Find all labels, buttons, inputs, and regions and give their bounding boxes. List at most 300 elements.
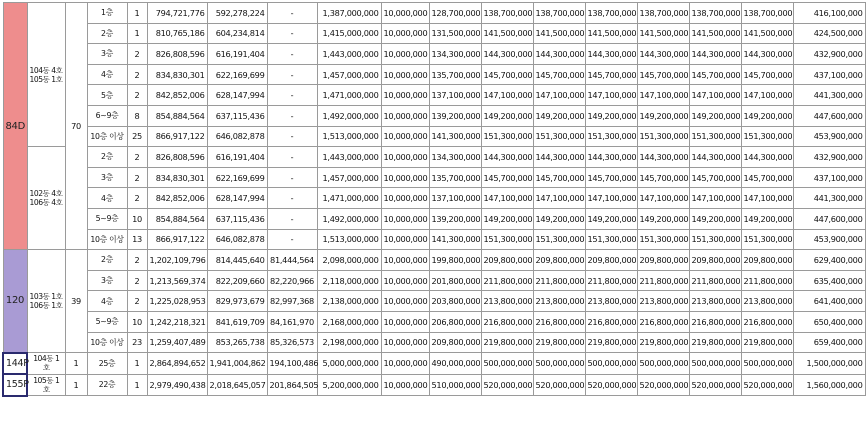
interim-2-cell: 147,100,000 bbox=[533, 188, 585, 209]
interim-3-cell: 145,700,000 bbox=[585, 167, 637, 188]
unit-type-cell: 84D bbox=[3, 3, 27, 250]
interim-3-cell: 149,200,000 bbox=[585, 105, 637, 126]
count-cell: 1 bbox=[127, 3, 147, 24]
count-cell: 2 bbox=[127, 270, 147, 291]
contract-2-cell: 141,300,000 bbox=[429, 126, 481, 147]
building-price-cell: 622,169,699 bbox=[207, 64, 267, 85]
contract-1-cell: 10,000,000 bbox=[381, 85, 429, 106]
floor-cell: 2층 bbox=[87, 147, 127, 168]
contract-1-cell: 10,000,000 bbox=[381, 270, 429, 291]
interim-3-cell: 216,800,000 bbox=[585, 311, 637, 332]
table-row bbox=[3, 3, 865, 24]
interim-4-cell: 144,300,000 bbox=[637, 147, 689, 168]
floor-cell: 25층 bbox=[87, 353, 127, 375]
units-total-cell: 39 bbox=[65, 250, 87, 353]
interim-2-cell: 520,000,000 bbox=[533, 374, 585, 396]
interim-1-cell: 219,800,000 bbox=[481, 332, 533, 353]
contract-2-cell: 203,800,000 bbox=[429, 291, 481, 312]
interim-6-cell: 141,500,000 bbox=[741, 23, 793, 44]
contract-1-cell: 10,000,000 bbox=[381, 353, 429, 375]
interim-3-cell: 520,000,000 bbox=[585, 374, 637, 396]
interim-6-cell: 151,300,000 bbox=[741, 229, 793, 250]
interim-2-cell: 151,300,000 bbox=[533, 229, 585, 250]
interim-6-cell: 147,100,000 bbox=[741, 85, 793, 106]
floor-cell: 3층 bbox=[87, 167, 127, 188]
contract-1-cell: 10,000,000 bbox=[381, 291, 429, 312]
interim-6-cell: 151,300,000 bbox=[741, 126, 793, 147]
floor-cell: 2층 bbox=[87, 250, 127, 271]
balance-cell: 1,560,000,000 bbox=[793, 374, 865, 396]
count-cell: 10 bbox=[127, 208, 147, 229]
count-cell: 1 bbox=[127, 374, 147, 396]
building-price-cell: 637,115,436 bbox=[207, 208, 267, 229]
interim-6-cell: 213,800,000 bbox=[741, 291, 793, 312]
interim-3-cell: 141,500,000 bbox=[585, 23, 637, 44]
building-price-cell: 616,191,404 bbox=[207, 44, 267, 65]
building-price-cell: 2,018,645,057 bbox=[207, 374, 267, 396]
land-price-cell: 842,852,006 bbox=[147, 188, 207, 209]
floor-cell: 1층 bbox=[87, 3, 127, 24]
interim-5-cell: 151,300,000 bbox=[689, 229, 741, 250]
interim-5-cell: 147,100,000 bbox=[689, 85, 741, 106]
floor-cell: 3층 bbox=[87, 270, 127, 291]
floor-cell: 10층 이상 bbox=[87, 229, 127, 250]
building-price-cell: 616,191,404 bbox=[207, 147, 267, 168]
land-price-cell: 826,808,596 bbox=[147, 44, 207, 65]
interim-5-cell: 144,300,000 bbox=[689, 147, 741, 168]
interim-1-cell: 209,800,000 bbox=[481, 250, 533, 271]
interim-6-cell: 149,200,000 bbox=[741, 105, 793, 126]
balance-cell: 424,500,000 bbox=[793, 23, 865, 44]
interim-5-cell: 145,700,000 bbox=[689, 64, 741, 85]
count-cell: 2 bbox=[127, 44, 147, 65]
total-price-cell: 1,513,000,000 bbox=[317, 126, 381, 147]
price-table bbox=[2, 2, 866, 397]
vat-cell: - bbox=[267, 147, 317, 168]
interim-2-cell: 149,200,000 bbox=[533, 105, 585, 126]
floor-cell: 5~9층 bbox=[87, 311, 127, 332]
interim-4-cell: 151,300,000 bbox=[637, 229, 689, 250]
interim-4-cell: 213,800,000 bbox=[637, 291, 689, 312]
interim-1-cell: 147,100,000 bbox=[481, 85, 533, 106]
vat-cell: - bbox=[267, 188, 317, 209]
count-cell: 2 bbox=[127, 291, 147, 312]
dong-line: 106동 4호 bbox=[29, 198, 63, 208]
land-price-cell: 1,259,407,489 bbox=[147, 332, 207, 353]
contract-1-cell: 10,000,000 bbox=[381, 311, 429, 332]
building-price-cell: 822,209,660 bbox=[207, 270, 267, 291]
floor-cell: 10층 이상 bbox=[87, 332, 127, 353]
contract-1-cell: 10,000,000 bbox=[381, 126, 429, 147]
price-table-body bbox=[3, 3, 865, 396]
total-price-cell: 1,443,000,000 bbox=[317, 147, 381, 168]
total-price-cell: 1,387,000,000 bbox=[317, 3, 381, 24]
interim-1-cell: 141,500,000 bbox=[481, 23, 533, 44]
interim-1-cell: 144,300,000 bbox=[481, 147, 533, 168]
land-price-cell: 854,884,564 bbox=[147, 208, 207, 229]
vat-cell: - bbox=[267, 23, 317, 44]
interim-3-cell: 149,200,000 bbox=[585, 208, 637, 229]
floor-cell: 4층 bbox=[87, 64, 127, 85]
count-cell: 1 bbox=[127, 23, 147, 44]
land-price-cell: 1,225,028,953 bbox=[147, 291, 207, 312]
interim-3-cell: 500,000,000 bbox=[585, 353, 637, 375]
land-price-cell: 826,808,596 bbox=[147, 147, 207, 168]
contract-2-cell: 209,800,000 bbox=[429, 332, 481, 353]
interim-5-cell: 149,200,000 bbox=[689, 208, 741, 229]
floor-cell: 6~9층 bbox=[87, 105, 127, 126]
table-row bbox=[3, 126, 865, 147]
table-row bbox=[3, 64, 865, 85]
table-row bbox=[3, 374, 865, 396]
building-price-cell: 829,973,679 bbox=[207, 291, 267, 312]
floor-cell: 2층 bbox=[87, 23, 127, 44]
interim-5-cell: 145,700,000 bbox=[689, 167, 741, 188]
table-row bbox=[3, 23, 865, 44]
total-price-cell: 1,513,000,000 bbox=[317, 229, 381, 250]
table-row bbox=[3, 353, 865, 375]
count-cell: 2 bbox=[127, 167, 147, 188]
table-row bbox=[3, 229, 865, 250]
interim-3-cell: 147,100,000 bbox=[585, 188, 637, 209]
unit-type-cell: 120 bbox=[3, 250, 27, 353]
table-row bbox=[3, 291, 865, 312]
unit-type-cell: 144P bbox=[3, 353, 27, 375]
balance-cell: 453,900,000 bbox=[793, 126, 865, 147]
interim-4-cell: 209,800,000 bbox=[637, 250, 689, 271]
total-price-cell: 5,200,000,000 bbox=[317, 374, 381, 396]
dong-line: 104동 4호 bbox=[29, 65, 63, 75]
building-price-cell: 841,619,709 bbox=[207, 311, 267, 332]
total-price-cell: 1,492,000,000 bbox=[317, 105, 381, 126]
land-price-cell: 834,830,301 bbox=[147, 167, 207, 188]
land-price-cell: 854,884,564 bbox=[147, 105, 207, 126]
building-price-cell: 628,147,994 bbox=[207, 85, 267, 106]
total-price-cell: 1,443,000,000 bbox=[317, 44, 381, 65]
interim-6-cell: 216,800,000 bbox=[741, 311, 793, 332]
dong-cell bbox=[27, 147, 65, 250]
balance-cell: 447,600,000 bbox=[793, 208, 865, 229]
vat-cell: 82,220,966 bbox=[267, 270, 317, 291]
interim-2-cell: 138,700,000 bbox=[533, 3, 585, 24]
vat-cell: 84,161,970 bbox=[267, 311, 317, 332]
vat-cell: - bbox=[267, 64, 317, 85]
vat-cell: - bbox=[267, 229, 317, 250]
dong-line: 105동 1호 bbox=[33, 375, 60, 394]
contract-2-cell: 131,500,000 bbox=[429, 23, 481, 44]
units-total-cell: 1 bbox=[65, 353, 87, 375]
interim-6-cell: 145,700,000 bbox=[741, 64, 793, 85]
contract-1-cell: 10,000,000 bbox=[381, 188, 429, 209]
building-price-cell: 814,445,640 bbox=[207, 250, 267, 271]
interim-1-cell: 216,800,000 bbox=[481, 311, 533, 332]
balance-cell: 650,400,000 bbox=[793, 311, 865, 332]
interim-6-cell: 149,200,000 bbox=[741, 208, 793, 229]
table-row bbox=[3, 208, 865, 229]
table-row bbox=[3, 167, 865, 188]
table-row bbox=[3, 311, 865, 332]
interim-3-cell: 144,300,000 bbox=[585, 44, 637, 65]
count-cell: 2 bbox=[127, 85, 147, 106]
table-row bbox=[3, 44, 865, 65]
building-price-cell: 646,082,878 bbox=[207, 229, 267, 250]
balance-cell: 437,100,000 bbox=[793, 64, 865, 85]
building-price-cell: 1,941,004,862 bbox=[207, 353, 267, 375]
interim-4-cell: 145,700,000 bbox=[637, 167, 689, 188]
contract-2-cell: 128,700,000 bbox=[429, 3, 481, 24]
interim-5-cell: 147,100,000 bbox=[689, 188, 741, 209]
interim-1-cell: 151,300,000 bbox=[481, 126, 533, 147]
count-cell: 2 bbox=[127, 147, 147, 168]
interim-4-cell: 520,000,000 bbox=[637, 374, 689, 396]
interim-1-cell: 138,700,000 bbox=[481, 3, 533, 24]
floor-cell: 4층 bbox=[87, 291, 127, 312]
total-price-cell: 1,492,000,000 bbox=[317, 208, 381, 229]
land-price-cell: 2,864,894,652 bbox=[147, 353, 207, 375]
interim-6-cell: 211,800,000 bbox=[741, 270, 793, 291]
floor-cell: 22층 bbox=[87, 374, 127, 396]
contract-2-cell: 139,200,000 bbox=[429, 105, 481, 126]
interim-1-cell: 149,200,000 bbox=[481, 208, 533, 229]
interim-5-cell: 216,800,000 bbox=[689, 311, 741, 332]
interim-6-cell: 138,700,000 bbox=[741, 3, 793, 24]
interim-1-cell: 149,200,000 bbox=[481, 105, 533, 126]
vat-cell: - bbox=[267, 167, 317, 188]
land-price-cell: 1,242,218,321 bbox=[147, 311, 207, 332]
interim-5-cell: 520,000,000 bbox=[689, 374, 741, 396]
land-price-cell: 834,830,301 bbox=[147, 64, 207, 85]
interim-5-cell: 138,700,000 bbox=[689, 3, 741, 24]
total-price-cell: 1,471,000,000 bbox=[317, 188, 381, 209]
count-cell: 23 bbox=[127, 332, 147, 353]
contract-2-cell: 199,800,000 bbox=[429, 250, 481, 271]
land-price-cell: 810,765,186 bbox=[147, 23, 207, 44]
building-price-cell: 853,265,738 bbox=[207, 332, 267, 353]
balance-cell: 441,300,000 bbox=[793, 85, 865, 106]
table-row bbox=[3, 332, 865, 353]
interim-5-cell: 211,800,000 bbox=[689, 270, 741, 291]
contract-2-cell: 137,100,000 bbox=[429, 188, 481, 209]
interim-4-cell: 145,700,000 bbox=[637, 64, 689, 85]
count-cell: 2 bbox=[127, 64, 147, 85]
units-total-cell: 70 bbox=[65, 3, 87, 250]
contract-2-cell: 134,300,000 bbox=[429, 44, 481, 65]
count-cell: 2 bbox=[127, 250, 147, 271]
balance-cell: 635,400,000 bbox=[793, 270, 865, 291]
vat-cell: - bbox=[267, 44, 317, 65]
interim-6-cell: 520,000,000 bbox=[741, 374, 793, 396]
dong-line: 105동 1호 bbox=[29, 74, 63, 84]
total-price-cell: 5,000,000,000 bbox=[317, 353, 381, 375]
total-price-cell: 2,198,000,000 bbox=[317, 332, 381, 353]
interim-5-cell: 209,800,000 bbox=[689, 250, 741, 271]
balance-cell: 432,900,000 bbox=[793, 44, 865, 65]
interim-1-cell: 500,000,000 bbox=[481, 353, 533, 375]
interim-5-cell: 151,300,000 bbox=[689, 126, 741, 147]
land-price-cell: 866,917,122 bbox=[147, 126, 207, 147]
interim-3-cell: 151,300,000 bbox=[585, 126, 637, 147]
interim-2-cell: 141,500,000 bbox=[533, 23, 585, 44]
interim-3-cell: 147,100,000 bbox=[585, 85, 637, 106]
dong-cell bbox=[27, 374, 65, 396]
building-price-cell: 637,115,436 bbox=[207, 105, 267, 126]
vat-cell: - bbox=[267, 208, 317, 229]
balance-cell: 641,400,000 bbox=[793, 291, 865, 312]
unit-type-cell: 155P bbox=[3, 374, 27, 396]
contract-2-cell: 135,700,000 bbox=[429, 64, 481, 85]
contract-2-cell: 134,300,000 bbox=[429, 147, 481, 168]
interim-5-cell: 219,800,000 bbox=[689, 332, 741, 353]
dong-line: 106동 1호 bbox=[29, 301, 63, 311]
contract-1-cell: 10,000,000 bbox=[381, 250, 429, 271]
total-price-cell: 1,471,000,000 bbox=[317, 85, 381, 106]
building-price-cell: 592,278,224 bbox=[207, 3, 267, 24]
balance-cell: 416,100,000 bbox=[793, 3, 865, 24]
table-row bbox=[3, 188, 865, 209]
interim-5-cell: 141,500,000 bbox=[689, 23, 741, 44]
building-price-cell: 604,234,814 bbox=[207, 23, 267, 44]
land-price-cell: 2,979,490,438 bbox=[147, 374, 207, 396]
interim-6-cell: 147,100,000 bbox=[741, 188, 793, 209]
contract-2-cell: 490,000,000 bbox=[429, 353, 481, 375]
vat-cell: - bbox=[267, 3, 317, 24]
dong-cell bbox=[27, 250, 65, 353]
contract-2-cell: 141,300,000 bbox=[429, 229, 481, 250]
price-table-container bbox=[2, 2, 866, 397]
interim-6-cell: 144,300,000 bbox=[741, 44, 793, 65]
vat-cell: - bbox=[267, 105, 317, 126]
total-price-cell: 1,415,000,000 bbox=[317, 23, 381, 44]
land-price-cell: 1,213,569,374 bbox=[147, 270, 207, 291]
vat-cell: 82,997,368 bbox=[267, 291, 317, 312]
contract-2-cell: 135,700,000 bbox=[429, 167, 481, 188]
balance-cell: 453,900,000 bbox=[793, 229, 865, 250]
interim-2-cell: 216,800,000 bbox=[533, 311, 585, 332]
count-cell: 8 bbox=[127, 105, 147, 126]
count-cell: 1 bbox=[127, 353, 147, 375]
interim-1-cell: 520,000,000 bbox=[481, 374, 533, 396]
contract-2-cell: 510,000,000 bbox=[429, 374, 481, 396]
vat-cell: 85,326,573 bbox=[267, 332, 317, 353]
land-price-cell: 866,917,122 bbox=[147, 229, 207, 250]
vat-cell: 201,864,505 bbox=[267, 374, 317, 396]
balance-cell: 659,400,000 bbox=[793, 332, 865, 353]
total-price-cell: 1,457,000,000 bbox=[317, 167, 381, 188]
balance-cell: 432,900,000 bbox=[793, 147, 865, 168]
total-price-cell: 2,098,000,000 bbox=[317, 250, 381, 271]
land-price-cell: 1,202,109,796 bbox=[147, 250, 207, 271]
interim-4-cell: 144,300,000 bbox=[637, 44, 689, 65]
floor-cell: 5층 bbox=[87, 85, 127, 106]
total-price-cell: 2,138,000,000 bbox=[317, 291, 381, 312]
table-row bbox=[3, 250, 865, 271]
contract-1-cell: 10,000,000 bbox=[381, 105, 429, 126]
vat-cell: 194,100,486 bbox=[267, 353, 317, 375]
interim-4-cell: 500,000,000 bbox=[637, 353, 689, 375]
units-total-cell: 1 bbox=[65, 374, 87, 396]
interim-5-cell: 144,300,000 bbox=[689, 44, 741, 65]
interim-3-cell: 211,800,000 bbox=[585, 270, 637, 291]
table-row bbox=[3, 270, 865, 291]
contract-1-cell: 10,000,000 bbox=[381, 44, 429, 65]
interim-2-cell: 211,800,000 bbox=[533, 270, 585, 291]
interim-2-cell: 149,200,000 bbox=[533, 208, 585, 229]
interim-6-cell: 500,000,000 bbox=[741, 353, 793, 375]
contract-2-cell: 206,800,000 bbox=[429, 311, 481, 332]
floor-cell: 3층 bbox=[87, 44, 127, 65]
interim-2-cell: 500,000,000 bbox=[533, 353, 585, 375]
interim-5-cell: 213,800,000 bbox=[689, 291, 741, 312]
interim-6-cell: 219,800,000 bbox=[741, 332, 793, 353]
contract-1-cell: 10,000,000 bbox=[381, 332, 429, 353]
interim-2-cell: 145,700,000 bbox=[533, 64, 585, 85]
interim-6-cell: 209,800,000 bbox=[741, 250, 793, 271]
interim-6-cell: 144,300,000 bbox=[741, 147, 793, 168]
interim-2-cell: 147,100,000 bbox=[533, 85, 585, 106]
interim-3-cell: 145,700,000 bbox=[585, 64, 637, 85]
vat-cell: 81,444,564 bbox=[267, 250, 317, 271]
interim-2-cell: 209,800,000 bbox=[533, 250, 585, 271]
interim-2-cell: 144,300,000 bbox=[533, 147, 585, 168]
interim-6-cell: 145,700,000 bbox=[741, 167, 793, 188]
interim-2-cell: 144,300,000 bbox=[533, 44, 585, 65]
contract-1-cell: 10,000,000 bbox=[381, 23, 429, 44]
count-cell: 13 bbox=[127, 229, 147, 250]
dong-line: 103동 1호 bbox=[29, 292, 63, 302]
interim-2-cell: 151,300,000 bbox=[533, 126, 585, 147]
land-price-cell: 794,721,776 bbox=[147, 3, 207, 24]
floor-cell: 5~9층 bbox=[87, 208, 127, 229]
balance-cell: 441,300,000 bbox=[793, 188, 865, 209]
table-row bbox=[3, 105, 865, 126]
balance-cell: 447,600,000 bbox=[793, 105, 865, 126]
building-price-cell: 646,082,878 bbox=[207, 126, 267, 147]
interim-1-cell: 213,800,000 bbox=[481, 291, 533, 312]
interim-5-cell: 500,000,000 bbox=[689, 353, 741, 375]
interim-3-cell: 151,300,000 bbox=[585, 229, 637, 250]
vat-cell: - bbox=[267, 126, 317, 147]
interim-4-cell: 149,200,000 bbox=[637, 105, 689, 126]
interim-4-cell: 147,100,000 bbox=[637, 188, 689, 209]
interim-4-cell: 219,800,000 bbox=[637, 332, 689, 353]
interim-1-cell: 145,700,000 bbox=[481, 167, 533, 188]
total-price-cell: 2,118,000,000 bbox=[317, 270, 381, 291]
interim-1-cell: 151,300,000 bbox=[481, 229, 533, 250]
balance-cell: 1,500,000,000 bbox=[793, 353, 865, 375]
land-price-cell: 842,852,006 bbox=[147, 85, 207, 106]
floor-cell: 4층 bbox=[87, 188, 127, 209]
floor-cell: 10층 이상 bbox=[87, 126, 127, 147]
dong-cell bbox=[27, 353, 65, 375]
balance-cell: 437,100,000 bbox=[793, 167, 865, 188]
interim-2-cell: 145,700,000 bbox=[533, 167, 585, 188]
building-price-cell: 622,169,699 bbox=[207, 167, 267, 188]
interim-3-cell: 144,300,000 bbox=[585, 147, 637, 168]
interim-3-cell: 138,700,000 bbox=[585, 3, 637, 24]
contract-1-cell: 10,000,000 bbox=[381, 3, 429, 24]
table-row bbox=[3, 85, 865, 106]
building-price-cell: 628,147,994 bbox=[207, 188, 267, 209]
interim-4-cell: 141,500,000 bbox=[637, 23, 689, 44]
vat-cell: - bbox=[267, 85, 317, 106]
interim-3-cell: 209,800,000 bbox=[585, 250, 637, 271]
interim-4-cell: 147,100,000 bbox=[637, 85, 689, 106]
contract-2-cell: 201,800,000 bbox=[429, 270, 481, 291]
dong-line: 102동 4호 bbox=[29, 189, 63, 199]
interim-4-cell: 211,800,000 bbox=[637, 270, 689, 291]
table-row bbox=[3, 147, 865, 168]
interim-4-cell: 216,800,000 bbox=[637, 311, 689, 332]
